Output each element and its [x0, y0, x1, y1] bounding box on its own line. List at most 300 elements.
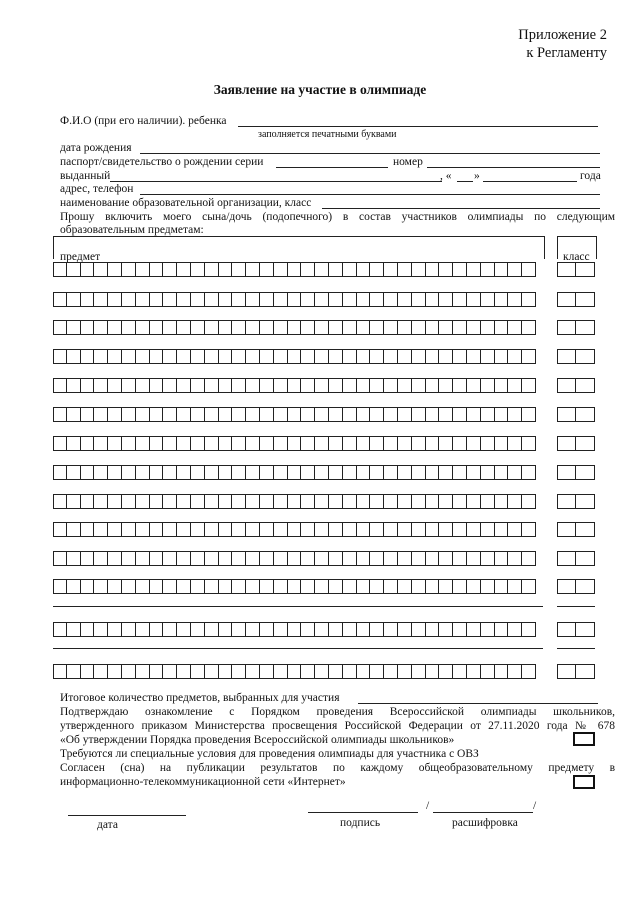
subject-cell[interactable] [467, 494, 481, 509]
subject-cell[interactable] [136, 551, 150, 566]
subject-cell[interactable] [398, 465, 412, 480]
subject-cell[interactable] [81, 292, 95, 307]
issued-month-field[interactable] [483, 181, 577, 182]
subject-cell[interactable] [67, 349, 81, 364]
subject-cell[interactable] [122, 465, 136, 480]
class-cell[interactable] [557, 522, 576, 537]
subject-cell[interactable] [274, 378, 288, 393]
subject-cell[interactable] [122, 494, 136, 509]
subject-cell[interactable] [481, 522, 495, 537]
subject-cell[interactable] [495, 664, 509, 679]
subject-cell[interactable] [274, 522, 288, 537]
subject-cell[interactable] [329, 292, 343, 307]
subject-cell[interactable] [398, 436, 412, 451]
subject-cell[interactable] [191, 551, 205, 566]
subject-cell[interactable] [398, 292, 412, 307]
subject-cell[interactable] [398, 494, 412, 509]
subject-cell[interactable] [398, 522, 412, 537]
subject-cell[interactable] [301, 579, 315, 594]
subject-cell[interactable] [495, 407, 509, 422]
subject-cell[interactable] [191, 407, 205, 422]
subject-cell[interactable] [94, 522, 108, 537]
subject-cell[interactable] [370, 579, 384, 594]
subject-cell[interactable] [246, 522, 260, 537]
subject-cell[interactable] [274, 579, 288, 594]
subject-cell[interactable] [191, 622, 205, 637]
subject-cells-row[interactable] [53, 551, 536, 566]
subject-cell[interactable] [81, 551, 95, 566]
subject-cell[interactable] [384, 292, 398, 307]
class-cells-row[interactable] [557, 378, 595, 393]
subject-cell[interactable] [246, 664, 260, 679]
subject-cell[interactable] [260, 320, 274, 335]
subject-cell[interactable] [205, 551, 219, 566]
subject-cell[interactable] [136, 262, 150, 277]
subject-cell[interactable] [274, 664, 288, 679]
subject-cell[interactable] [108, 349, 122, 364]
subject-cell[interactable] [177, 349, 191, 364]
subject-cell[interactable] [177, 465, 191, 480]
subject-cell[interactable] [315, 262, 329, 277]
subject-cell[interactable] [453, 664, 467, 679]
subject-cell[interactable] [205, 522, 219, 537]
subject-cell[interactable] [67, 436, 81, 451]
subject-cell[interactable] [122, 378, 136, 393]
subject-cell[interactable] [453, 436, 467, 451]
subject-cell[interactable] [467, 664, 481, 679]
subject-cell[interactable] [301, 551, 315, 566]
subject-cell[interactable] [163, 579, 177, 594]
subject-cell[interactable] [219, 378, 233, 393]
subject-cell[interactable] [53, 407, 67, 422]
subject-cell[interactable] [274, 436, 288, 451]
subject-cell[interactable] [384, 622, 398, 637]
subject-cell[interactable] [246, 551, 260, 566]
subject-cell[interactable] [108, 465, 122, 480]
subject-cell[interactable] [412, 292, 426, 307]
confirm-checkbox[interactable] [573, 732, 595, 746]
subject-cell[interactable] [301, 349, 315, 364]
subject-cell[interactable] [481, 551, 495, 566]
subject-cell[interactable] [370, 664, 384, 679]
subject-cell[interactable] [412, 465, 426, 480]
subject-cell[interactable] [81, 262, 95, 277]
subject-cell[interactable] [108, 579, 122, 594]
subject-cells-row[interactable] [53, 320, 536, 335]
subject-cell[interactable] [177, 579, 191, 594]
subject-cell[interactable] [343, 378, 357, 393]
subject-cell[interactable] [232, 262, 246, 277]
subject-cell[interactable] [412, 522, 426, 537]
subject-cell[interactable] [508, 407, 522, 422]
subject-cells-row[interactable] [53, 262, 536, 277]
subject-cell[interactable] [398, 622, 412, 637]
subject-cell[interactable] [357, 551, 371, 566]
subject-cell[interactable] [288, 407, 302, 422]
subject-cell[interactable] [205, 579, 219, 594]
subject-cell[interactable] [481, 262, 495, 277]
class-cells-row[interactable] [557, 622, 595, 637]
subject-cell[interactable] [357, 465, 371, 480]
subject-cell[interactable] [53, 378, 67, 393]
subject-cell[interactable] [232, 579, 246, 594]
subject-cell[interactable] [301, 407, 315, 422]
subject-cell[interactable] [467, 378, 481, 393]
subject-cell[interactable] [191, 494, 205, 509]
subject-cells-row[interactable] [53, 436, 536, 451]
subject-cell[interactable] [481, 494, 495, 509]
class-cell[interactable] [576, 579, 595, 594]
subject-cell[interactable] [329, 551, 343, 566]
subject-cell[interactable] [384, 494, 398, 509]
subject-cell[interactable] [81, 622, 95, 637]
subject-cell[interactable] [67, 262, 81, 277]
class-cells-row[interactable] [557, 579, 595, 594]
subject-cell[interactable] [412, 407, 426, 422]
subject-cell[interactable] [412, 436, 426, 451]
subject-cell[interactable] [232, 378, 246, 393]
subject-cell[interactable] [288, 522, 302, 537]
subject-cell[interactable] [495, 494, 509, 509]
subject-cell[interactable] [246, 320, 260, 335]
subject-cell[interactable] [301, 622, 315, 637]
subject-cell[interactable] [495, 622, 509, 637]
subject-cell[interactable] [108, 436, 122, 451]
subject-cell[interactable] [246, 622, 260, 637]
class-cell[interactable] [557, 579, 576, 594]
subject-cell[interactable] [53, 292, 67, 307]
subject-cell[interactable] [315, 407, 329, 422]
subject-cell[interactable] [522, 407, 536, 422]
class-cell[interactable] [557, 551, 576, 566]
subject-cell[interactable] [205, 622, 219, 637]
class-cell[interactable] [576, 664, 595, 679]
subject-cell[interactable] [219, 436, 233, 451]
subject-cell[interactable] [260, 262, 274, 277]
subject-cell[interactable] [94, 378, 108, 393]
subject-cell[interactable] [260, 664, 274, 679]
subject-cell[interactable] [357, 262, 371, 277]
subject-cell[interactable] [343, 551, 357, 566]
subject-cell[interactable] [205, 378, 219, 393]
subject-cell[interactable] [301, 436, 315, 451]
subject-cell[interactable] [426, 522, 440, 537]
subject-extra-line[interactable] [53, 606, 543, 607]
subject-cell[interactable] [288, 465, 302, 480]
class-cell[interactable] [576, 407, 595, 422]
subject-cell[interactable] [260, 551, 274, 566]
decode-field[interactable] [433, 812, 533, 813]
subject-cell[interactable] [370, 436, 384, 451]
subject-cell[interactable] [94, 622, 108, 637]
class-cells-row[interactable] [557, 292, 595, 307]
subject-cell[interactable] [453, 622, 467, 637]
subject-cell[interactable] [426, 465, 440, 480]
subject-cell[interactable] [177, 494, 191, 509]
subject-cell[interactable] [288, 579, 302, 594]
subject-cell[interactable] [439, 465, 453, 480]
subject-cell[interactable] [67, 320, 81, 335]
subject-cell[interactable] [384, 465, 398, 480]
subject-cell[interactable] [343, 262, 357, 277]
subject-cell[interactable] [67, 378, 81, 393]
subject-cell[interactable] [163, 378, 177, 393]
subject-cell[interactable] [467, 465, 481, 480]
subject-cell[interactable] [94, 465, 108, 480]
subject-cell[interactable] [219, 262, 233, 277]
subject-cell[interactable] [122, 622, 136, 637]
subject-cell[interactable] [384, 436, 398, 451]
subject-cell[interactable] [315, 465, 329, 480]
subject-cell[interactable] [357, 378, 371, 393]
subject-cell[interactable] [439, 378, 453, 393]
subject-cell[interactable] [495, 551, 509, 566]
subject-cell[interactable] [177, 292, 191, 307]
subject-cell[interactable] [94, 664, 108, 679]
subject-cell[interactable] [191, 465, 205, 480]
subject-cell[interactable] [439, 579, 453, 594]
subject-cells-row[interactable] [53, 407, 536, 422]
subject-cell[interactable] [136, 522, 150, 537]
subject-cell[interactable] [94, 579, 108, 594]
subject-cell[interactable] [384, 407, 398, 422]
class-cell[interactable] [557, 465, 576, 480]
subject-cells-row[interactable] [53, 494, 536, 509]
subject-cell[interactable] [205, 349, 219, 364]
subject-cell[interactable] [384, 320, 398, 335]
subject-cell[interactable] [94, 262, 108, 277]
subject-cell[interactable] [343, 407, 357, 422]
subject-cell[interactable] [67, 465, 81, 480]
subject-cell[interactable] [219, 494, 233, 509]
subject-cell[interactable] [260, 292, 274, 307]
subject-cell[interactable] [288, 622, 302, 637]
subject-cell[interactable] [329, 622, 343, 637]
subject-cell[interactable] [53, 349, 67, 364]
subject-cell[interactable] [177, 407, 191, 422]
subject-cell[interactable] [274, 262, 288, 277]
date-field[interactable] [68, 815, 186, 816]
subject-cell[interactable] [122, 436, 136, 451]
subject-cell[interactable] [108, 292, 122, 307]
subject-cell[interactable] [453, 522, 467, 537]
total-field[interactable] [358, 703, 598, 704]
subject-cell[interactable] [453, 262, 467, 277]
subject-cell[interactable] [439, 436, 453, 451]
subject-cell[interactable] [53, 522, 67, 537]
subject-cell[interactable] [232, 664, 246, 679]
subject-cell[interactable] [136, 465, 150, 480]
subject-cell[interactable] [522, 436, 536, 451]
subject-cell[interactable] [343, 664, 357, 679]
subject-cell[interactable] [467, 579, 481, 594]
class-cell[interactable] [557, 320, 576, 335]
subject-cells-row[interactable] [53, 622, 536, 637]
subject-cells-row[interactable] [53, 579, 536, 594]
subject-cell[interactable] [219, 407, 233, 422]
subject-cell[interactable] [384, 522, 398, 537]
subject-cell[interactable] [329, 349, 343, 364]
subject-cell[interactable] [274, 320, 288, 335]
subject-cell[interactable] [53, 664, 67, 679]
subject-cell[interactable] [163, 349, 177, 364]
subject-cell[interactable] [163, 320, 177, 335]
subject-cell[interactable] [426, 378, 440, 393]
subject-cell[interactable] [288, 436, 302, 451]
subject-cell[interactable] [67, 579, 81, 594]
class-cell[interactable] [576, 320, 595, 335]
subject-cell[interactable] [343, 494, 357, 509]
subject-cell[interactable] [315, 522, 329, 537]
subject-cell[interactable] [329, 664, 343, 679]
subject-cell[interactable] [370, 622, 384, 637]
subject-cell[interactable] [177, 262, 191, 277]
subject-cell[interactable] [384, 579, 398, 594]
subject-cell[interactable] [412, 349, 426, 364]
subject-cell[interactable] [53, 320, 67, 335]
subject-cell[interactable] [122, 320, 136, 335]
subject-cell[interactable] [495, 349, 509, 364]
subject-cell[interactable] [370, 494, 384, 509]
subject-cell[interactable] [439, 320, 453, 335]
subject-cell[interactable] [94, 292, 108, 307]
subject-cell[interactable] [150, 436, 164, 451]
subject-cell[interactable] [412, 579, 426, 594]
subject-cell[interactable] [67, 664, 81, 679]
subject-cell[interactable] [260, 349, 274, 364]
subject-cell[interactable] [439, 622, 453, 637]
subject-cell[interactable] [136, 292, 150, 307]
subject-cell[interactable] [357, 407, 371, 422]
subject-cell[interactable] [67, 551, 81, 566]
subject-cell[interactable] [412, 320, 426, 335]
subject-cell[interactable] [384, 262, 398, 277]
subject-cell[interactable] [315, 494, 329, 509]
class-cell[interactable] [557, 378, 576, 393]
subject-cell[interactable] [67, 292, 81, 307]
class-cell[interactable] [557, 622, 576, 637]
subject-cell[interactable] [315, 436, 329, 451]
class-cell[interactable] [576, 465, 595, 480]
subject-cell[interactable] [508, 551, 522, 566]
subject-cell[interactable] [329, 320, 343, 335]
subject-cell[interactable] [508, 664, 522, 679]
class-cell[interactable] [576, 436, 595, 451]
class-cell[interactable] [557, 664, 576, 679]
subject-cell[interactable] [108, 664, 122, 679]
subject-cell[interactable] [439, 349, 453, 364]
subject-cell[interactable] [205, 436, 219, 451]
subject-cell[interactable] [522, 320, 536, 335]
subject-cell[interactable] [53, 465, 67, 480]
subject-cell[interactable] [205, 292, 219, 307]
subject-cell[interactable] [122, 664, 136, 679]
subject-cell[interactable] [329, 262, 343, 277]
subject-cell[interactable] [495, 436, 509, 451]
subject-cell[interactable] [260, 522, 274, 537]
subject-cell[interactable] [163, 465, 177, 480]
subject-cell[interactable] [301, 292, 315, 307]
subject-cell[interactable] [136, 436, 150, 451]
subject-cell[interactable] [357, 494, 371, 509]
subject-cell[interactable] [508, 320, 522, 335]
subject-cell[interactable] [343, 579, 357, 594]
subject-cell[interactable] [288, 494, 302, 509]
subject-cell[interactable] [150, 664, 164, 679]
subject-cell[interactable] [260, 378, 274, 393]
subject-cells-row[interactable] [53, 664, 536, 679]
subject-cell[interactable] [191, 320, 205, 335]
subject-cell[interactable] [301, 494, 315, 509]
subject-cell[interactable] [343, 436, 357, 451]
subject-cell[interactable] [357, 349, 371, 364]
subject-cell[interactable] [522, 579, 536, 594]
subject-cell[interactable] [508, 579, 522, 594]
subject-cell[interactable] [122, 579, 136, 594]
issued-day-field[interactable] [457, 181, 473, 182]
subject-cell[interactable] [260, 579, 274, 594]
subject-cell[interactable] [177, 622, 191, 637]
subject-cell[interactable] [94, 494, 108, 509]
subject-cell[interactable] [522, 292, 536, 307]
subject-cell[interactable] [163, 622, 177, 637]
subject-cell[interactable] [522, 465, 536, 480]
subject-cell[interactable] [274, 465, 288, 480]
subject-cell[interactable] [219, 622, 233, 637]
subject-cell[interactable] [108, 522, 122, 537]
subject-cell[interactable] [232, 292, 246, 307]
subject-cell[interactable] [343, 465, 357, 480]
subject-cell[interactable] [467, 262, 481, 277]
subject-cell[interactable] [329, 436, 343, 451]
subject-cell[interactable] [426, 494, 440, 509]
subject-cell[interactable] [136, 664, 150, 679]
subject-cell[interactable] [232, 436, 246, 451]
subject-cell[interactable] [136, 378, 150, 393]
subject-cell[interactable] [177, 320, 191, 335]
subject-cell[interactable] [412, 622, 426, 637]
subject-cell[interactable] [246, 378, 260, 393]
subject-cell[interactable] [274, 349, 288, 364]
subject-cell[interactable] [329, 407, 343, 422]
subject-cell[interactable] [67, 494, 81, 509]
subject-cell[interactable] [370, 465, 384, 480]
subject-cell[interactable] [150, 551, 164, 566]
subject-cell[interactable] [219, 292, 233, 307]
subject-cell[interactable] [467, 407, 481, 422]
class-cells-row[interactable] [557, 349, 595, 364]
subject-cell[interactable] [288, 349, 302, 364]
subject-cell[interactable] [246, 292, 260, 307]
subject-cell[interactable] [343, 622, 357, 637]
subject-cell[interactable] [495, 378, 509, 393]
class-cell[interactable] [557, 349, 576, 364]
subject-cell[interactable] [191, 579, 205, 594]
subject-cell[interactable] [260, 494, 274, 509]
subject-cell[interactable] [343, 522, 357, 537]
org-field[interactable] [322, 208, 600, 209]
subject-cell[interactable] [288, 262, 302, 277]
subject-cell[interactable] [163, 262, 177, 277]
subject-cell[interactable] [108, 262, 122, 277]
subject-cell[interactable] [426, 292, 440, 307]
subject-cell[interactable] [81, 579, 95, 594]
subject-cell[interactable] [232, 465, 246, 480]
subject-cell[interactable] [81, 494, 95, 509]
subject-cell[interactable] [453, 378, 467, 393]
subject-cell[interactable] [81, 664, 95, 679]
subject-cell[interactable] [232, 622, 246, 637]
